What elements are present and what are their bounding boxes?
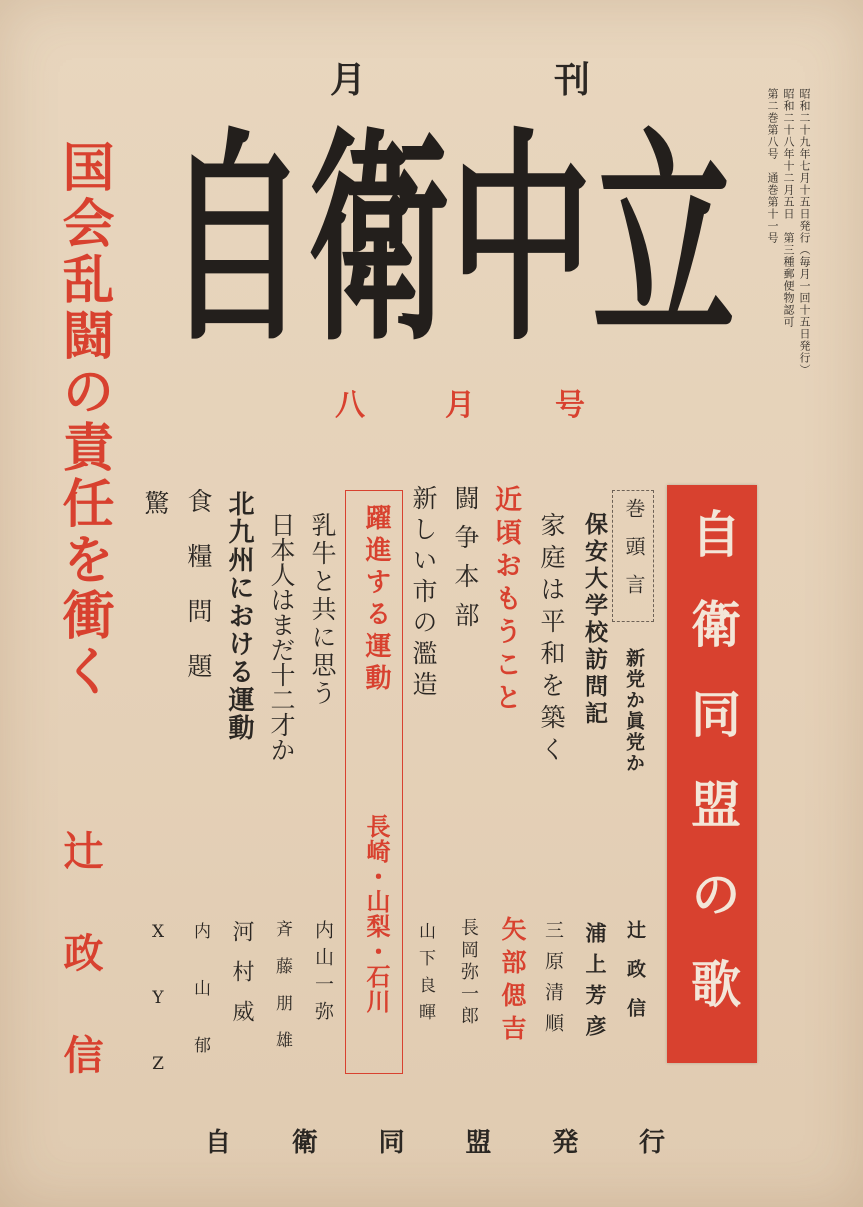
footer-char-4: 盟 [465, 1128, 492, 1158]
toc-title-3: 家庭は平和を築く [537, 512, 566, 768]
toc-author-3: 三原清順 [542, 920, 564, 1044]
footer-char-3: 同 [378, 1128, 405, 1158]
song-banner-text: 自衛同盟の歌 [683, 508, 741, 1048]
issue-char-3: 号 [555, 388, 585, 423]
footer-char-6: 行 [638, 1128, 665, 1158]
toc-author-5: 長岡弥一郎 [458, 918, 479, 1028]
toc-title-2: 保安大学校訪問記 [581, 512, 607, 728]
toc-author-6: 山下良暉 [415, 922, 435, 1030]
footer-char-5: 発 [552, 1128, 579, 1158]
footer-char-2: 衛 [291, 1128, 318, 1158]
toc-title-preface: 巻頭言 [622, 498, 646, 612]
monthly-right: 刊 [553, 60, 590, 101]
publisher-footer [205, 1122, 665, 1159]
toc-author-4: 矢部偲吉 [498, 916, 527, 1048]
toc-author-preface: 辻政信 [624, 920, 646, 1037]
monthly-left: 月 [330, 60, 367, 101]
left-headline: 国会乱闘の責任を衝く [53, 140, 113, 700]
left-headline-author: 辻政信 [57, 830, 103, 1136]
toc-author-12: XYZ [148, 922, 168, 1120]
issue-char-1: 八 [335, 388, 365, 423]
issue-char-2: 月 [445, 388, 475, 423]
toc-author-10: 河村威 [229, 920, 254, 1040]
toc-title-5: 闘争本部 [451, 485, 480, 641]
toc-subtitle-preface: 新党か眞党か [623, 648, 645, 774]
toc-title-8: 乳牛と共に思う [308, 512, 337, 708]
issue-label [335, 380, 585, 424]
toc-author-11: 内山郁 [190, 922, 210, 1093]
toc-title-4: 近頃おもうこと [490, 485, 521, 716]
toc-subtitle-movement: 長崎・山梨・石川 [362, 814, 390, 1014]
footer-char-1: 自 [205, 1128, 232, 1158]
pubinfo-line-2: 昭和二十八年十二月五日 第三種郵便物認可 [782, 88, 795, 328]
toc-title-10: 北九州における運動 [224, 490, 254, 742]
toc-title-11: 食糧問題 [184, 488, 213, 708]
magazine-title-text: 自衛中立 [165, 110, 735, 350]
toc-title-movement: 躍進する運動 [361, 504, 391, 696]
pubinfo-line-3: 第二巻第八号 通巻第十一号 [766, 88, 779, 244]
toc-title-6: 新しい市の濫造 [409, 485, 438, 702]
monthly-label [330, 52, 590, 101]
publication-info [766, 88, 811, 428]
toc-title-12: 驚 [141, 490, 170, 521]
toc-title-9: 日本人はまだ十二才か [267, 512, 296, 762]
toc-author-9: 斉藤朋雄 [272, 920, 292, 1068]
magazine-title [160, 100, 740, 350]
pubinfo-line-1: 昭和二十九年七月十五日発行（毎月一回十五日発行） [798, 88, 811, 376]
toc-author-8: 内山一弥 [312, 920, 334, 1028]
toc-author-2: 浦上芳彦 [583, 922, 607, 1046]
